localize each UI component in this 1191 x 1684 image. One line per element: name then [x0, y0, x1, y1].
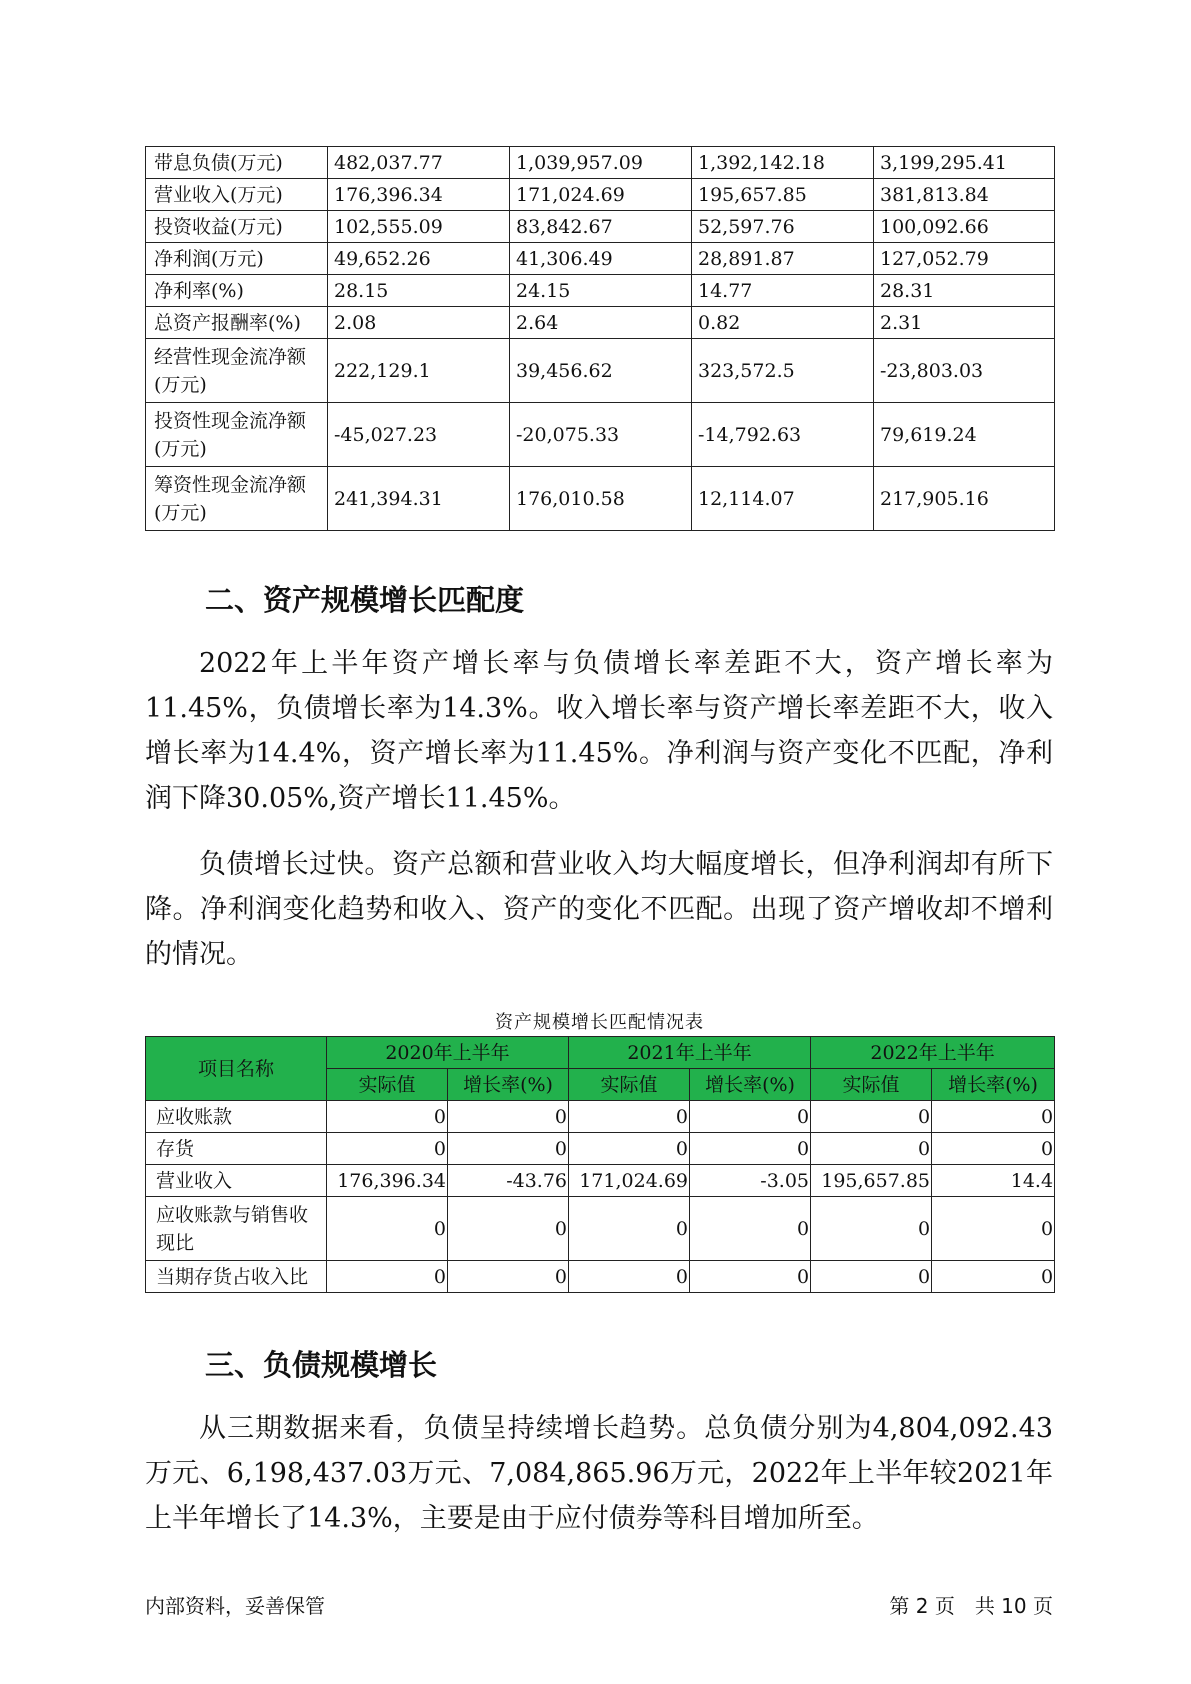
table-cell: 0 [811, 1197, 932, 1261]
table-header-row [146, 1037, 1055, 1069]
table-cell: 2.08 [328, 307, 510, 339]
table-row [146, 179, 1055, 211]
table-cell: 0 [811, 1101, 932, 1133]
table-cell: 52,597.76 [692, 211, 874, 243]
table-cell: -3.05 [690, 1165, 811, 1197]
table-cell: 176,396.34 [328, 179, 510, 211]
table-cell: 176,010.58 [510, 467, 692, 531]
table-cell: 0 [690, 1101, 811, 1133]
table-cell: 241,394.31 [328, 467, 510, 531]
row-label: 净利润(万元) [146, 243, 328, 275]
table-cell: 102,555.09 [328, 211, 510, 243]
row-label: 应收账款与销售收现比 [146, 1197, 327, 1261]
table-row [146, 339, 1055, 403]
table-cell: 0 [327, 1197, 448, 1261]
table-cell: 0 [327, 1261, 448, 1293]
table-cell: 0 [448, 1261, 569, 1293]
table-cell: 79,619.24 [874, 403, 1055, 467]
table-cell: 2.31 [874, 307, 1055, 339]
table-cell: 222,129.1 [328, 339, 510, 403]
table-cell: 2.64 [510, 307, 692, 339]
table-cell: 0 [569, 1133, 690, 1165]
row-label: 投资收益(万元) [146, 211, 328, 243]
table-cell: 83,842.67 [510, 211, 692, 243]
row-label: 总资产报酬率(%) [146, 307, 328, 339]
row-label: 应收账款 [146, 1101, 327, 1133]
table-cell: 0 [448, 1133, 569, 1165]
row-label: 净利率(%) [146, 275, 328, 307]
table-cell: 381,813.84 [874, 179, 1055, 211]
table-cell: -20,075.33 [510, 403, 692, 467]
table-cell: 14.4 [932, 1165, 1055, 1197]
table-cell: 217,905.16 [874, 467, 1055, 531]
header-period: 2022年上半年 [811, 1037, 1055, 1069]
header-period: 2020年上半年 [327, 1037, 569, 1069]
header-rate: 增长率(%) [690, 1069, 811, 1101]
table-cell: 24.15 [510, 275, 692, 307]
header-actual: 实际值 [569, 1069, 690, 1101]
table-cell: -45,027.23 [328, 403, 510, 467]
table-cell: 49,652.26 [328, 243, 510, 275]
table-cell: 0 [932, 1261, 1055, 1293]
table-row [146, 211, 1055, 243]
table-cell: 0 [327, 1101, 448, 1133]
header-actual: 实际值 [811, 1069, 932, 1101]
row-label: 带息负债(万元) [146, 147, 328, 179]
table-caption: 资产规模增长匹配情况表 [495, 1012, 704, 1033]
table-cell: 195,657.85 [692, 179, 874, 211]
row-label: 投资性现金流净额(万元) [146, 403, 328, 467]
table-row [146, 243, 1055, 275]
header-actual: 实际值 [327, 1069, 448, 1101]
table-cell: 0 [932, 1101, 1055, 1133]
table-cell: 482,037.77 [328, 147, 510, 179]
table-cell: 127,052.79 [874, 243, 1055, 275]
table-cell: 0 [690, 1197, 811, 1261]
table-cell: 41,306.49 [510, 243, 692, 275]
table-cell: -14,792.63 [692, 403, 874, 467]
header-item-name: 项目名称 [146, 1037, 327, 1101]
table-cell: 28.31 [874, 275, 1055, 307]
table-cell: 1,039,957.09 [510, 147, 692, 179]
table-cell: 0 [932, 1197, 1055, 1261]
table-cell: 171,024.69 [510, 179, 692, 211]
header-rate: 增长率(%) [932, 1069, 1055, 1101]
financial-summary-table [145, 146, 1055, 531]
table-row [146, 1261, 1055, 1293]
table-cell: 28,891.87 [692, 243, 874, 275]
table-cell: 39,456.62 [510, 339, 692, 403]
table-cell: 0 [569, 1101, 690, 1133]
table-cell: -43.76 [448, 1165, 569, 1197]
table-row [146, 1197, 1055, 1261]
paragraph: 2022年上半年资产增长率与负债增长率差距不大，资产增长率为11.45%，负债增长率为14.3%。收入增长率与资产增长率差距不大，收入增长率为14.4%，资产增长率为11.45%。净利润与资产变化不匹配，净利润下降30.05%,资产增长11.45%。 [145, 648, 1053, 814]
table-cell: 195,657.85 [811, 1165, 932, 1197]
row-label: 当期存货占收入比 [146, 1261, 327, 1293]
table-row [146, 403, 1055, 467]
header-rate: 增长率(%) [448, 1069, 569, 1101]
table-row [146, 1101, 1055, 1133]
table-cell: 100,092.66 [874, 211, 1055, 243]
footer-page-number: 第 2 页 共 10 页 [889, 1594, 1053, 1618]
table-cell: 176,396.34 [327, 1165, 448, 1197]
asset-growth-match-table [145, 1036, 1055, 1293]
paragraph: 从三期数据来看，负债呈持续增长趋势。总负债分别为4,804,092.43万元、6,198,437.03万元、7,084,865.96万元，2022年上半年较2021年上半年增长了14.3%，主要是由于应付债券等科目增加所至。 [145, 1413, 1053, 1534]
row-label: 存货 [146, 1133, 327, 1165]
table-row [146, 147, 1055, 179]
table-cell: 171,024.69 [569, 1165, 690, 1197]
row-label: 营业收入(万元) [146, 179, 328, 211]
table-cell: 0 [690, 1261, 811, 1293]
row-label: 营业收入 [146, 1165, 327, 1197]
table-row [146, 1165, 1055, 1197]
paragraph: 负债增长过快。资产总额和营业收入均大幅度增长，但净利润却有所下降。净利润变化趋势和收入、资产的变化不匹配。出现了资产增收却不增利的情况。 [145, 849, 1053, 970]
row-label: 经营性现金流净额(万元) [146, 339, 328, 403]
table-cell: 0 [448, 1197, 569, 1261]
table-cell: 0 [690, 1133, 811, 1165]
table-cell: 14.77 [692, 275, 874, 307]
table-cell: 0 [811, 1261, 932, 1293]
table-cell: 0 [448, 1101, 569, 1133]
table-cell: -23,803.03 [874, 339, 1055, 403]
footer-confidential-note: 内部资料，妥善保管 [145, 1594, 325, 1618]
table-cell: 0 [569, 1261, 690, 1293]
table-row [146, 307, 1055, 339]
table-cell: 1,392,142.18 [692, 147, 874, 179]
table-cell: 3,199,295.41 [874, 147, 1055, 179]
table-row [146, 467, 1055, 531]
table-cell: 0 [569, 1197, 690, 1261]
section-heading-asset-growth: 二、资产规模增长匹配度 [205, 583, 525, 617]
table-cell: 323,572.5 [692, 339, 874, 403]
table-cell: 0 [932, 1133, 1055, 1165]
table-cell: 0 [811, 1133, 932, 1165]
table-cell: 0.82 [692, 307, 874, 339]
row-label: 筹资性现金流净额(万元) [146, 467, 328, 531]
table-row [146, 1133, 1055, 1165]
table-cell: 12,114.07 [692, 467, 874, 531]
table-cell: 28.15 [328, 275, 510, 307]
table-row [146, 275, 1055, 307]
section-heading-liability-growth: 三、负债规模增长 [205, 1348, 438, 1382]
table-cell: 0 [327, 1133, 448, 1165]
header-period: 2021年上半年 [569, 1037, 811, 1069]
